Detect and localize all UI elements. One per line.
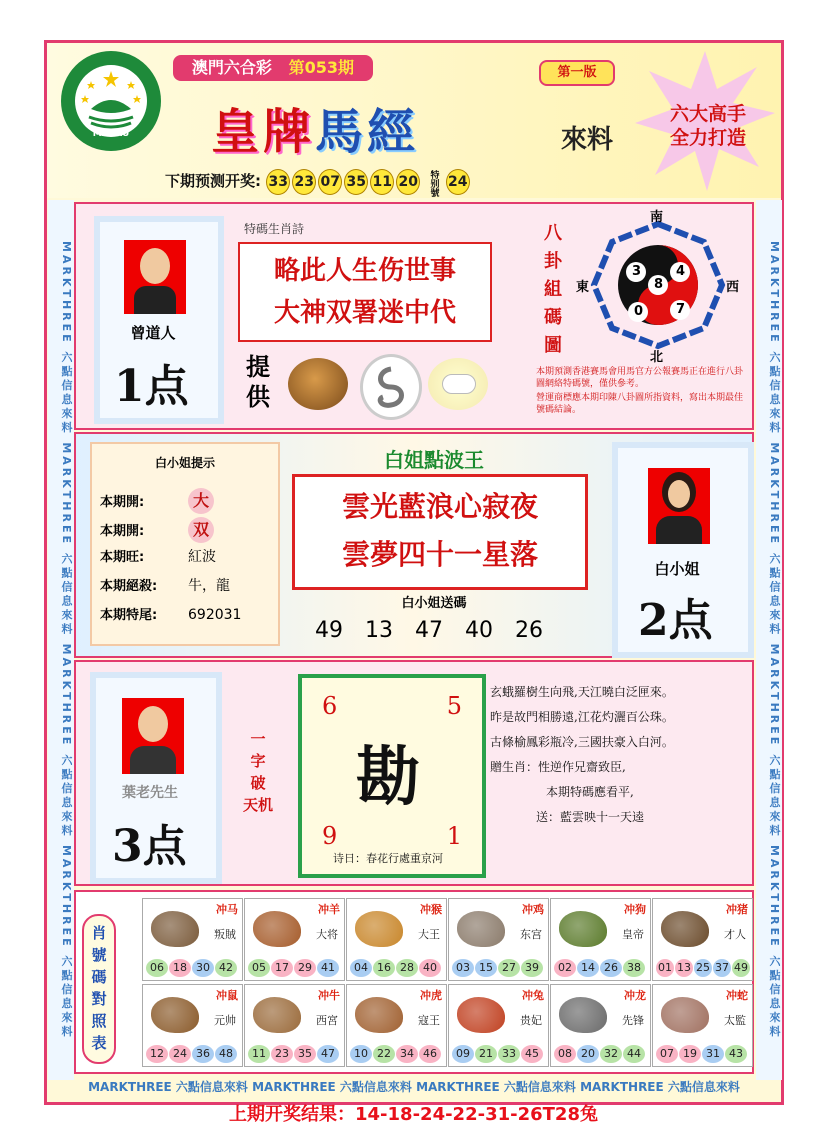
left-side-strip: MARKTHREE 六點信息來料 MARKTHREE 六點信息來料 MARKTHREE 六點信息來料 MARKTHREE 六點信息來料 [48,200,74,1080]
zodiac-animal-icon [457,997,505,1033]
zodiac-animal-icon [253,911,301,947]
zodiac-number: 06 [146,959,168,977]
zodiac-cell [652,984,753,1067]
grid-number: 1 [446,822,462,850]
zodiac-number: 37 [713,959,731,977]
zodiac-numbers [554,959,646,977]
zodiac-number: 41 [317,959,339,977]
hint-label: 本期旺: [100,550,145,565]
verse-line: 玄蛾羅樹生向飛,天江曉白泛匣來。 [490,685,674,699]
zodiac-number: 32 [600,1045,622,1063]
zodiac-number: 47 [317,1045,339,1063]
goat-icon [428,358,488,410]
zodiac-cell [244,984,345,1067]
zodiac-number: 15 [475,959,497,977]
zodiac-role: 大将 [316,928,338,941]
wave-poem-line1: 雲光藍浪心寂夜 [341,490,538,523]
points-label: 3点 [112,821,187,872]
zodiac-numbers [452,959,544,977]
bagua-number: 8 [654,277,664,292]
issue-number: 第053期 [288,58,355,77]
hint-row [100,517,276,546]
zodiac-number: 12 [146,1045,168,1063]
bagua-number: 4 [676,264,686,279]
zodiac-cell [448,984,549,1067]
prediction-ball: 20 [396,169,420,195]
zodiac-animal-icon [559,911,607,947]
zodiac-grid [142,898,752,1070]
last-result: 上期开奖结果：14-18-24-22-31-26T28兔 [229,1104,598,1125]
verse-line: 贈生肖：性逆作兄齋致臣, [490,760,626,774]
portrait-photo [124,240,186,314]
zodiac-number: 29 [294,959,316,977]
zodiac-number: 09 [452,1045,474,1063]
edition-badge: 第一版 [539,60,615,86]
grid-number: 6 [322,692,338,720]
zodiac-role: 元帅 [214,1014,236,1027]
hint-value: 692031 [188,607,242,623]
predict-numbers [266,172,422,190]
hint-row [100,488,276,517]
hint-label: 本期開: [100,495,145,510]
portrait-frame [94,216,224,424]
zodiac-cell [346,898,447,981]
zodiac-role: 贵妃 [520,1014,542,1027]
zodiac-numbers [350,959,442,977]
wave-poem-box [292,474,588,590]
title-part2: 馬經 [315,104,420,160]
hint-label: 本期特尾: [100,608,158,623]
prediction-ball: 35 [344,169,368,195]
bagua-number: 0 [634,304,644,319]
zodiac-numbers [656,959,751,977]
bagua-south: 南 [650,210,664,225]
zodiac-number: 16 [373,959,395,977]
zodiac-cell [142,898,243,981]
hint-label: 本期開: [100,524,145,539]
zodiac-role: 东宫 [520,928,542,941]
zodiac-cell [652,898,753,981]
poem-subtitle: 特碼生肖詩 [244,222,305,236]
zodiac-number: 38 [623,959,645,977]
lottery-name: 澳門六合彩 [191,58,272,77]
zodiac-numbers [248,959,340,977]
zodiac-number: 10 [350,1045,372,1063]
zodiac-tag: 冲狗 [624,903,646,916]
zodiac-number: 48 [215,1045,237,1063]
verse-line: 送：藍雲映十一天逵 [536,810,645,824]
main-title [211,93,419,162]
center-character: 勘 [356,740,420,815]
prediction-ball: 07 [318,169,342,195]
zodiac-number: 25 [694,959,712,977]
send-number: 47 [415,618,443,643]
grid-number: 9 [322,822,338,850]
zodiac-number: 23 [271,1045,293,1063]
points-label: 1点 [114,361,189,412]
prediction-row [165,169,472,195]
wave-title: 白姐點波王 [384,448,484,472]
zodiac-number: 13 [675,959,693,977]
zodiac-number: 01 [656,959,674,977]
zodiac-number: 31 [702,1045,724,1063]
zodiac-animal-icon [355,911,403,947]
prediction-ball: 11 [370,169,394,195]
zodiac-number: 11 [248,1045,270,1063]
bottom-strip: MARKTHREE 六點信息來料 MARKTHREE 六點信息來料 MARKTHREE 六點信息來料 MARKTHREE 六點信息來料 [88,1080,740,1094]
zodiac-role: 太監 [724,1014,746,1027]
zodiac-role: 西宮 [316,1014,338,1027]
person-name: 白小姐 [654,560,700,578]
send-numbers [304,618,584,643]
poem-line2: 大神双署迷中代 [273,298,456,328]
lottery-banner [173,55,373,81]
prediction-ball: 23 [292,169,316,195]
send-label: 白小姐送碼 [401,596,467,611]
zodiac-number: 04 [350,959,372,977]
zodiac-role: 才人 [724,928,746,941]
zodiac-tag: 冲猪 [726,903,748,916]
section-zeng [74,202,754,430]
zodiac-number: 30 [192,959,214,977]
predict-label: 下期预测开奖: [165,172,261,190]
zodiac-number: 27 [498,959,520,977]
zodiac-cell [346,984,447,1067]
hint-value: 双 [188,517,214,543]
wave-poem-line2: 雲夢四十一星落 [341,538,538,571]
zodiac-tag: 冲马 [216,903,238,916]
zodiac-section [74,890,754,1074]
portrait-frame-bai [612,442,754,658]
zodiac-number: 24 [169,1045,191,1063]
zodiac-cell [244,898,345,981]
person-name: 曾道人 [130,324,176,342]
send-number: 26 [515,618,543,643]
hint-rows [100,488,276,633]
slogan-line1: 六大高手 [669,103,746,125]
hint-value: 大 [188,488,214,514]
zodiac-number: 49 [732,959,750,977]
special-number: 24 [446,169,470,195]
bagua-number: 7 [676,302,686,317]
emblem-text: MACAU [92,129,130,139]
zodiac-tag: 冲鼠 [216,989,238,1002]
bagua-note: 本期預測香港賽馬會用馬官方公報賽馬正在進行八卦圖網絡特碼號，僅供參考。 營運商標應本期印陳八卦圖所指資料，寫出本期最佳號碼結論。 [536,367,744,415]
hint-box [90,442,280,646]
zodiac-cell [550,984,651,1067]
zodiac-tag: 冲猴 [420,903,442,916]
bagua-east: 東 [576,280,590,295]
header [47,43,781,198]
zodiac-role: 叛賊 [214,928,236,941]
bagua-diagram [576,210,740,365]
zodiac-numbers [554,1045,646,1063]
slogan-burst [635,51,775,191]
zodiac-animal-icon [661,997,709,1033]
zodiac-cell [142,984,243,1067]
zodiac-tag: 冲牛 [318,989,340,1002]
zodiac-numbers [452,1045,544,1063]
right-side-strip: MARKTHREE 六點信息來料 MARKTHREE 六點信息來料 MARKTHREE 六點信息來料 MARKTHREE 六點信息來料 [756,200,782,1080]
hint-title: 白小姐提示 [154,456,215,470]
verse-line: 本期特碼應看平, [546,785,634,799]
bagua-number: 3 [632,264,642,279]
zodiac-animal-icon [151,997,199,1033]
section-ye [74,660,754,886]
portrait-photo [648,468,710,544]
points-label: 2点 [638,595,713,646]
person-name: 葉老先生 [122,785,178,801]
verse-line: 古條榆鳳彩瓶冷,三國扶豪入白河。 [490,735,674,749]
bagua-title: 八 卦 組 碼 圖 [544,223,562,356]
zodiac-number: 22 [373,1045,395,1063]
bagua-west: 西 [726,280,740,295]
zodiac-role: 大王 [418,928,440,941]
zodiac-cell [448,898,549,981]
zodiac-tag: 冲鸡 [522,903,544,916]
zodiac-number: 18 [169,959,191,977]
zodiac-tag: 冲龙 [624,989,646,1002]
zodiac-numbers [146,1045,238,1063]
zodiac-number: 43 [725,1045,747,1063]
zodiac-numbers [350,1045,442,1063]
send-number: 13 [365,618,393,643]
hint-row [100,604,276,633]
portrait-photo [122,698,184,774]
portrait-frame-ye [90,672,222,884]
zodiac-animal-icon [151,911,199,947]
zodiac-number: 17 [271,959,293,977]
zodiac-number: 46 [419,1045,441,1063]
zodiac-role: 皇帝 [622,928,644,941]
hint-row [100,546,276,575]
hint-label: 本期絕殺: [100,579,158,594]
bagua-north: 北 [650,350,664,365]
zodiac-tag: 冲羊 [318,903,340,916]
monkey-icon [288,358,348,410]
zodiac-number: 36 [192,1045,214,1063]
zodiac-number: 03 [452,959,474,977]
snake-icon [360,354,422,420]
zodiac-number: 40 [419,959,441,977]
zodiac-role: 寇王 [418,1014,440,1027]
verse-line: 昨是故門相勝遠,江花灼灑百公珠。 [490,710,674,724]
slogan-line2: 全力打造 [669,127,746,149]
zodiac-animal-icon [355,997,403,1033]
title-part1: 皇牌 [211,104,316,160]
provide-label: 提 供 [246,352,270,411]
zodiac-animal-icon [253,997,301,1033]
send-number: 40 [465,618,493,643]
grid-number: 5 [446,692,462,720]
source-label: 來料 [561,125,614,155]
zodiac-animal-icon [661,911,709,947]
zodiac-role: 先锋 [622,1014,644,1027]
zodiac-number: 05 [248,959,270,977]
verse-list [490,680,752,830]
zodiac-number: 35 [294,1045,316,1063]
zodiac-number: 07 [656,1045,678,1063]
poem-line1: 略此人生伤世事 [273,256,456,286]
zodiac-number: 28 [396,959,418,977]
zodiac-number: 39 [521,959,543,977]
zodiac-side-title: 肖 號 碼 對 照 表 [82,914,116,1064]
zodiac-animal-icon [559,997,607,1033]
zodiac-tag: 冲兔 [522,989,544,1002]
poem-box [238,242,492,342]
zodiac-number: 20 [577,1045,599,1063]
zodiac-number: 21 [475,1045,497,1063]
zodiac-tag: 冲蛇 [726,989,748,1002]
zodiac-number: 08 [554,1045,576,1063]
section-baixiaojie [74,432,754,658]
hint-row [100,575,276,604]
zodiac-tag: 冲虎 [420,989,442,1002]
riddle-label: 一 字 破 天机 [242,730,274,814]
zodiac-numbers [656,1045,748,1063]
hint-value: 牛，龍 [188,578,230,594]
poem-label: 诗日：春花行處重京河 [333,852,443,865]
zodiac-number: 34 [396,1045,418,1063]
send-number: 49 [315,618,343,643]
zodiac-numbers [248,1045,340,1063]
zodiac-number: 02 [554,959,576,977]
zodiac-number: 45 [521,1045,543,1063]
zodiac-number: 33 [498,1045,520,1063]
zodiac-numbers [146,959,238,977]
hint-value: 紅波 [188,549,216,565]
zodiac-number: 14 [577,959,599,977]
zodiac-number: 44 [623,1045,645,1063]
special-label: 特别號 [428,169,439,197]
zodiac-animal-icon [457,911,505,947]
zodiac-cell [550,898,651,981]
prediction-ball: 33 [266,169,290,195]
zodiac-number: 26 [600,959,622,977]
zodiac-number: 42 [215,959,237,977]
zodiac-number: 19 [679,1045,701,1063]
macau-emblem [61,51,161,151]
riddle-grid [298,674,486,878]
